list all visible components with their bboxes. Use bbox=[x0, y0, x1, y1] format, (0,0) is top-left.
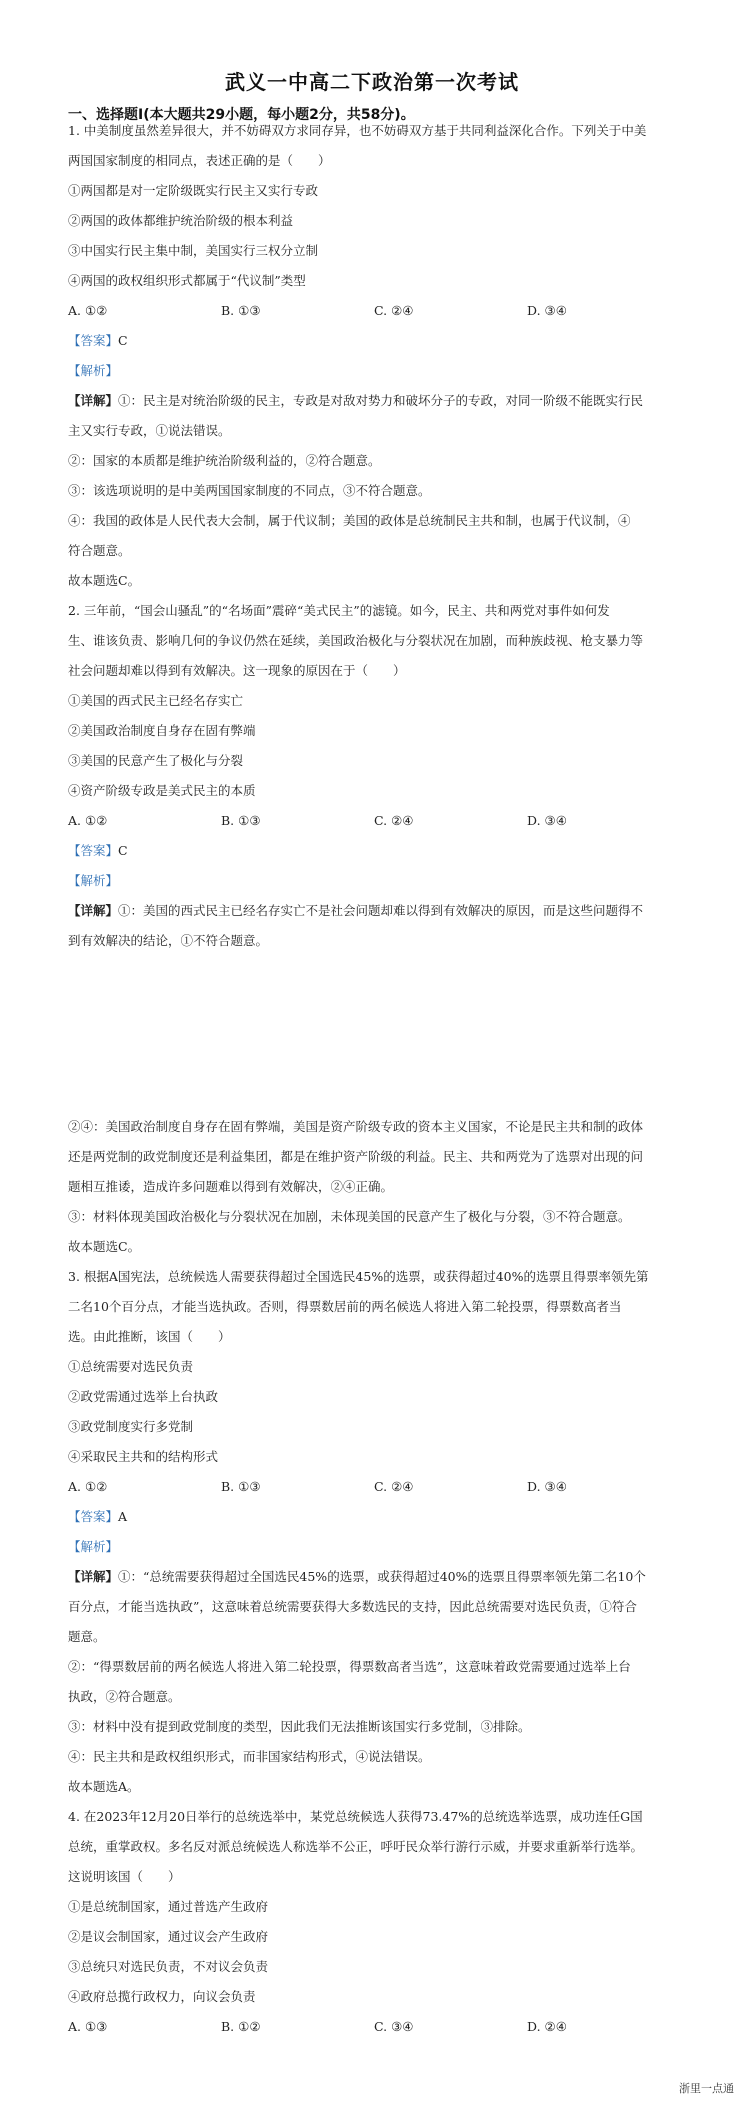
q4-choices bbox=[68, 2012, 680, 2042]
q1-option: ③中国实行民主集中制，美国实行三权分立制 bbox=[68, 243, 319, 258]
q3-stem-line: 二名10个百分点，才能当选执政。否则，得票数居前的两名候选人将进入第二轮投票，得票数高者当 bbox=[68, 1299, 622, 1314]
choice-d[interactable]: D. ③④ bbox=[527, 1479, 567, 1494]
q2-stem-line: 生、谁该负责、影响几何的争议仍然在延续，美国政治极化与分裂状况在加剧，而种族歧视、枪支暴力等 bbox=[68, 633, 644, 648]
q1-detail-line: ③：该选项说明的是中美两国国家制度的不同点，③不符合题意。 bbox=[68, 483, 431, 498]
q3-detail-line: ②：“得票数居前的两名候选人将进入第二轮投票，得票数高者当选”，这意味着政党需要通过选举上台 bbox=[68, 1659, 631, 1674]
q2-option: ④资产阶级专政是美式民主的本质 bbox=[68, 783, 256, 798]
q1-stem-line: 两国国家制度的相同点，表述正确的是（ ） bbox=[68, 153, 331, 168]
q2-choices bbox=[68, 806, 680, 836]
choice-b[interactable]: B. ①③ bbox=[221, 813, 261, 828]
question-1 bbox=[68, 116, 680, 596]
q3-option: ③政党制度实行多党制 bbox=[68, 1419, 194, 1434]
page-title: 武义一中高二下政治第一次考试 bbox=[225, 70, 519, 94]
q1-detail-line: 故本题选C。 bbox=[68, 573, 141, 588]
choice-a[interactable]: A. ①② bbox=[68, 813, 108, 828]
choice-c[interactable]: C. ②④ bbox=[374, 1479, 414, 1494]
choice-c[interactable]: C. ②④ bbox=[374, 813, 414, 828]
q3-stem-line: 3. 根据A国宪法，总统候选人需要获得超过全国选民45%的选票，或获得超过40%的选票且得票率领先第 bbox=[68, 1269, 649, 1284]
q3-detail-line: 故本题选A。 bbox=[68, 1779, 140, 1794]
q2-answer: 【答案】C bbox=[68, 843, 128, 858]
q1-detail-line: ④：我国的政体是人民代表大会制，属于代议制；美国的政体是总统制民主共和制，也属于代议制，④ bbox=[68, 513, 631, 528]
choice-d[interactable]: D. ②④ bbox=[527, 2019, 567, 2034]
q3-detail-line: 执政，②符合题意。 bbox=[68, 1689, 181, 1704]
choice-d[interactable]: D. ③④ bbox=[527, 303, 567, 318]
q4-option: ③总统只对选民负责，不对议会负责 bbox=[68, 1959, 269, 1974]
q3-detail-line: ③：材料中没有提到政党制度的类型，因此我们无法推断该国实行多党制，③排除。 bbox=[68, 1719, 531, 1734]
q3-detail-line: 百分点，才能当选执政”，这意味着总统需要获得大多数选民的支持，因此总统需要对选民负责，①符合 bbox=[68, 1599, 637, 1614]
q1-detail-line: 【详解】①：民主是对统治阶级的民主，专政是对敌对势力和破坏分子的专政，对同一阶级不能既实行民 bbox=[68, 393, 644, 408]
q2-option: ③美国的民意产生了极化与分裂 bbox=[68, 753, 244, 768]
choice-a[interactable]: A. ①② bbox=[68, 1479, 108, 1494]
choice-d[interactable]: D. ③④ bbox=[527, 813, 567, 828]
q3-choices bbox=[68, 1472, 680, 1502]
question-2-continued bbox=[68, 1112, 680, 1262]
q4-stem-line: 这说明该国（ ） bbox=[68, 1869, 181, 1884]
q4-stem-line: 4. 在2023年12月20日举行的总统选举中，某党总统候选人获得73.47%的总统选举选票，成功连任G国 bbox=[68, 1809, 643, 1824]
q4-option: ②是议会制国家，通过议会产生政府 bbox=[68, 1929, 269, 1944]
q2-stem-line: 社会问题却难以得到有效解决。这一现象的原因在于（ ） bbox=[68, 663, 406, 678]
question-3 bbox=[68, 1262, 680, 1802]
q2-option: ①美国的西式民主已经名存实亡 bbox=[68, 693, 244, 708]
q2-detail-line: ③：材料体现美国政治极化与分裂状况在加剧，未体现美国的民意产生了极化与分裂，③不符合题意。 bbox=[68, 1209, 631, 1224]
q1-detail-line: ②：国家的本质都是维护统治阶级利益的，②符合题意。 bbox=[68, 453, 381, 468]
choice-c[interactable]: C. ②④ bbox=[374, 303, 414, 318]
q1-answer: 【答案】C bbox=[68, 333, 128, 348]
q2-detail-line: 到有效解决的结论，①不符合题意。 bbox=[68, 933, 269, 948]
q1-option: ④两国的政权组织形式都属于“代议制”类型 bbox=[68, 273, 306, 288]
q3-analysis-tag: 【解析】 bbox=[68, 1539, 119, 1554]
section-heading: 一、选择题Ⅰ(本大题共29小题，每小题2分，共58分)。 bbox=[68, 107, 415, 123]
watermark-footer: 浙里一点通 bbox=[679, 2082, 734, 2095]
q3-answer: 【答案】A bbox=[68, 1509, 128, 1524]
choice-a[interactable]: A. ①② bbox=[68, 303, 108, 318]
q2-detail-line: 还是两党制的政党制度还是利益集团，都是在维护资产阶级的利益。民主、共和两党为了选票对出现的问 bbox=[68, 1149, 644, 1164]
q3-stem-line: 选。由此推断，该国（ ） bbox=[68, 1329, 231, 1344]
q1-choices bbox=[68, 296, 680, 326]
q2-stem-line: 2. 三年前，“国会山骚乱”的“名场面”震碎“美式民主”的滤镜。如今，民主、共和两党对事件如何发 bbox=[68, 603, 610, 618]
q1-detail-line: 主又实行专政，①说法错误。 bbox=[68, 423, 231, 438]
q2-analysis-tag: 【解析】 bbox=[68, 873, 119, 888]
question-4 bbox=[68, 1802, 680, 2042]
q3-detail-line: ④：民主共和是政权组织形式，而非国家结构形式，④说法错误。 bbox=[68, 1749, 431, 1764]
q4-stem-line: 总统，重掌政权。多名反对派总统候选人称选举不公正，呼吁民众举行游行示威，并要求重新举行选举。 bbox=[68, 1839, 644, 1854]
choice-a[interactable]: A. ①③ bbox=[68, 2019, 108, 2034]
q4-option: ①是总统制国家，通过普选产生政府 bbox=[68, 1899, 269, 1914]
q1-option: ①两国都是对一定阶级既实行民主又实行专政 bbox=[68, 183, 319, 198]
choice-b[interactable]: B. ①③ bbox=[221, 1479, 261, 1494]
q3-option: ④采取民主共和的结构形式 bbox=[68, 1449, 219, 1464]
q2-detail-line: ②④：美国政治制度自身存在固有弊端，美国是资产阶级专政的资本主义国家，不论是民主共和制的政体 bbox=[68, 1119, 644, 1134]
q3-detail-line: 【详解】①：“总统需要获得超过全国选民45%的选票，或获得超过40%的选票且得票率领先第二名10个 bbox=[68, 1569, 646, 1584]
choice-b[interactable]: B. ①② bbox=[221, 2019, 261, 2034]
choice-c[interactable]: C. ③④ bbox=[374, 2019, 414, 2034]
choice-b[interactable]: B. ①③ bbox=[221, 303, 261, 318]
q4-option: ④政府总揽行政权力，向议会负责 bbox=[68, 1989, 256, 2004]
q2-detail-line: 故本题选C。 bbox=[68, 1239, 141, 1254]
q2-detail-line: 【详解】①：美国的西式民主已经名存实亡不是社会问题却难以得到有效解决的原因，而是这些问题得不 bbox=[68, 903, 644, 918]
q2-detail-line: 题相互推诿，造成许多问题难以得到有效解决，②④正确。 bbox=[68, 1179, 394, 1194]
q1-detail-line: 符合题意。 bbox=[68, 543, 131, 558]
q2-option: ②美国政治制度自身存在固有弊端 bbox=[68, 723, 256, 738]
q3-option: ①总统需要对选民负责 bbox=[68, 1359, 194, 1374]
q1-option: ②两国的政体都维护统治阶级的根本利益 bbox=[68, 213, 294, 228]
q3-detail-line: 题意。 bbox=[68, 1629, 106, 1644]
q3-option: ②政党需通过选举上台执政 bbox=[68, 1389, 219, 1404]
q1-stem-line: 1. 中美制度虽然差异很大，并不妨碍双方求同存异，也不妨碍双方基于共同利益深化合作。下列关于中美 bbox=[68, 123, 647, 138]
q1-analysis-tag: 【解析】 bbox=[68, 363, 119, 378]
question-2 bbox=[68, 596, 680, 956]
